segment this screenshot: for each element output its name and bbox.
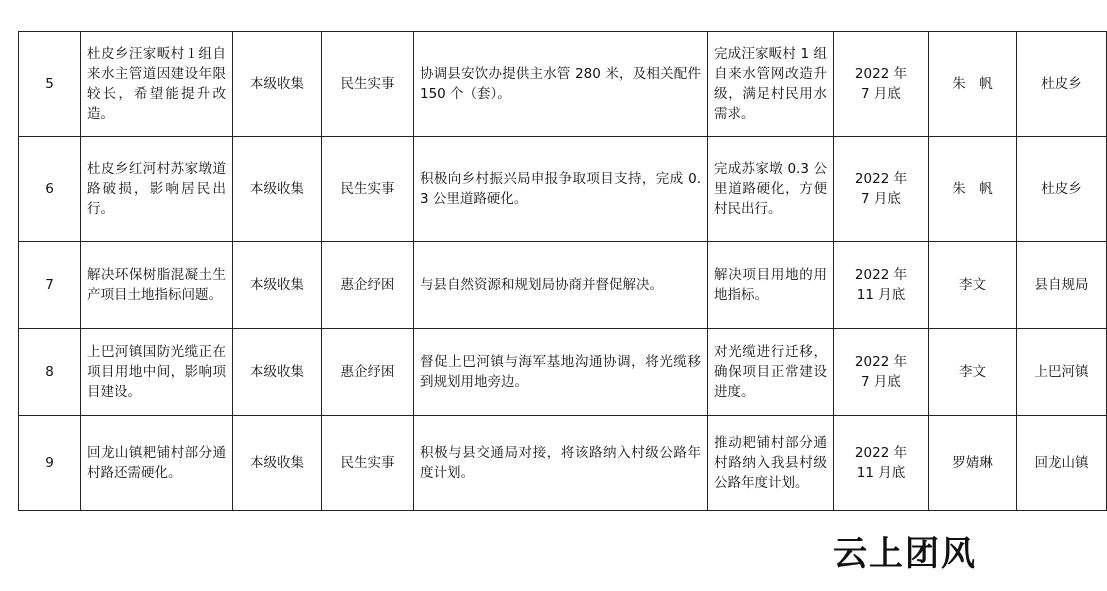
responsible-unit: 杜皮乡: [1017, 32, 1107, 137]
source-watermark: 云上团风: [833, 534, 977, 574]
issue-description: 上巴河镇国防光缆正在项目用地中间，影响项目建设。: [81, 329, 233, 416]
target-goal: 解决项目用地的用地指标。: [708, 242, 834, 329]
responsible-leader: 朱 帆: [929, 137, 1017, 242]
deadline: 2022 年 7 月底: [834, 137, 929, 242]
responsible-unit: 县自规局: [1017, 242, 1107, 329]
issues-table: [18, 31, 1107, 511]
row-number: 8: [19, 329, 81, 416]
responsible-leader: 罗婧琳: [929, 416, 1017, 511]
target-goal: 完成苏家墩 0.3 公里道路硬化，方便村民出行。: [708, 137, 834, 242]
table-row: [19, 242, 1107, 329]
deadline: 2022 年 7 月底: [834, 32, 929, 137]
target-goal: 对光缆进行迁移，确保项目正常建设进度。: [708, 329, 834, 416]
issue-description: 杜皮乡汪家畈村１组自来水主管道因建设年限较长，希望能提升改造。: [81, 32, 233, 137]
solution-measure: 积极与县交通局对接，将该路纳入村级公路年度计划。: [414, 416, 708, 511]
issue-category: 惠企纾困: [322, 329, 414, 416]
solution-measure: 协调县安饮办提供主水管 280 米，及相关配件 150 个（套）。: [414, 32, 708, 137]
responsible-unit: 杜皮乡: [1017, 137, 1107, 242]
solution-measure: 与县自然资源和规划局协商并督促解决。: [414, 242, 708, 329]
solution-measure: 积极向乡村振兴局申报争取项目支持，完成 0.3 公里道路硬化。: [414, 137, 708, 242]
table-row: [19, 32, 1107, 137]
issue-source: 本级收集: [233, 137, 322, 242]
issue-description: 回龙山镇耙铺村部分通村路还需硬化。: [81, 416, 233, 511]
issue-category: 民生实事: [322, 137, 414, 242]
target-goal: 推动耙铺村部分通村路纳入我县村级公路年度计划。: [708, 416, 834, 511]
issue-source: 本级收集: [233, 32, 322, 137]
responsible-unit: 回龙山镇: [1017, 416, 1107, 511]
issue-source: 本级收集: [233, 242, 322, 329]
issue-category: 惠企纾困: [322, 242, 414, 329]
deadline: 2022 年 7 月底: [834, 329, 929, 416]
row-number: 6: [19, 137, 81, 242]
table-row: [19, 137, 1107, 242]
row-number: 5: [19, 32, 81, 137]
row-number: 9: [19, 416, 81, 511]
deadline: 2022 年 11 月底: [834, 242, 929, 329]
responsible-leader: 李文: [929, 329, 1017, 416]
issue-source: 本级收集: [233, 329, 322, 416]
issue-description: 杜皮乡红河村苏家墩道路破损，影响居民出行。: [81, 137, 233, 242]
responsible-unit: 上巴河镇: [1017, 329, 1107, 416]
solution-measure: 督促上巴河镇与海军基地沟通协调，将光缆移到规划用地旁边。: [414, 329, 708, 416]
issue-source: 本级收集: [233, 416, 322, 511]
table-row: [19, 416, 1107, 511]
responsible-leader: 李文: [929, 242, 1017, 329]
issue-category: 民生实事: [322, 416, 414, 511]
target-goal: 完成汪家畈村 1 组自来水管网改造升级，满足村民用水需求。: [708, 32, 834, 137]
deadline: 2022 年 11 月底: [834, 416, 929, 511]
responsible-leader: 朱 帆: [929, 32, 1017, 137]
row-number: 7: [19, 242, 81, 329]
issue-description: 解决环保树脂混凝土生产项目土地指标问题。: [81, 242, 233, 329]
issue-category: 民生实事: [322, 32, 414, 137]
table-row: [19, 329, 1107, 416]
